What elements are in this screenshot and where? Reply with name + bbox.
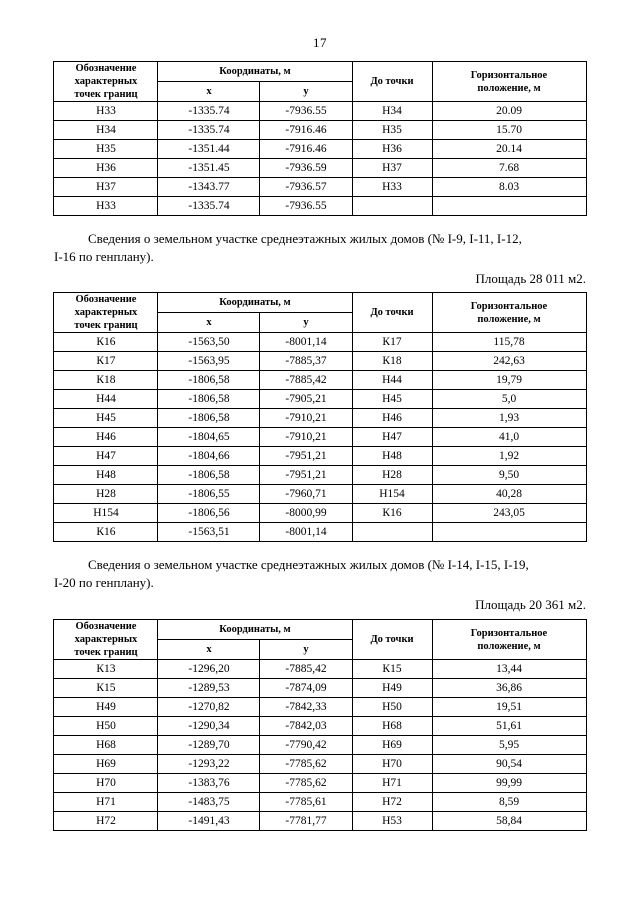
cell-coordinate-x: -1483,75 [158,793,260,812]
section-2-paragraph-line1: Сведения о земельном участке среднеэтажных жилых домов (№ I-9, I-11, I-12, [88,231,522,246]
cell-coordinate-x: -1804,66 [158,447,260,466]
table-row [54,793,586,812]
table-header-row-main [54,293,586,313]
coordinates-table-3 [53,619,586,831]
cell-coordinate-x: -1563,95 [158,352,260,371]
table-1-body [54,102,586,216]
cell-coordinate-y: -7910,21 [260,428,352,447]
table-row [54,679,586,698]
table-row [54,523,586,542]
table-header-row-main [54,620,586,640]
cell-distance: 19,79 [432,371,586,390]
cell-to-point: Н49 [352,679,432,698]
cell-distance: 1,93 [432,409,586,428]
cell-to-point: Н53 [352,812,432,831]
section-3-paragraph [54,542,586,592]
cell-coordinate-y: -7936.55 [260,197,352,216]
cell-distance: 20.14 [432,140,586,159]
cell-distance: 1,92 [432,447,586,466]
table-row [54,447,586,466]
header-horizontal-distance [432,620,586,660]
cell-point: Н154 [54,504,158,523]
cell-to-point: Н72 [352,793,432,812]
header-point-designation [54,293,158,333]
cell-coordinate-y: -7842,33 [260,698,352,717]
cell-coordinate-y: -7842,03 [260,717,352,736]
table-row [54,812,586,831]
section-2-paragraph-line2: I-16 по генплану). [54,249,154,264]
cell-coordinate-x: -1806,58 [158,466,260,485]
cell-point: Н68 [54,736,158,755]
cell-to-point: Н70 [352,755,432,774]
cell-distance: 41,0 [432,428,586,447]
cell-distance: 7.68 [432,159,586,178]
table-row [54,736,586,755]
page-number: 17 [313,35,327,50]
header-point-line1: Обозначение [75,63,137,74]
cell-to-point: Н47 [352,428,432,447]
cell-to-point: Н37 [352,159,432,178]
cell-coordinate-x: -1335.74 [158,102,260,121]
cell-distance: 51,61 [432,717,586,736]
cell-to-point: Н35 [352,121,432,140]
cell-coordinate-y: -7885,37 [260,352,352,371]
cell-point: Н44 [54,390,158,409]
header-coordinates-group: Координаты, м [158,62,352,82]
table-3-wrapper [0,619,640,831]
table-row [54,774,586,793]
cell-point: Н33 [54,197,158,216]
table-2-wrapper [0,292,640,542]
header-point-line3: точек границ [74,320,138,331]
header-horizontal-distance [432,293,586,333]
table-row [54,178,586,197]
cell-coordinate-x: -1335.74 [158,121,260,140]
table-3-header [54,620,586,660]
cell-distance: 5,0 [432,390,586,409]
coordinates-table-2 [53,292,586,542]
table-row [54,660,586,679]
cell-coordinate-y: -7781,77 [260,812,352,831]
cell-coordinate-y: -7790,42 [260,736,352,755]
table-row [54,121,586,140]
cell-to-point: Н45 [352,390,432,409]
cell-coordinate-x: -1804,65 [158,428,260,447]
cell-point: Н33 [54,102,158,121]
cell-distance: 13,44 [432,660,586,679]
header-point-line1: Обозначение [75,294,137,305]
cell-point: К16 [54,333,158,352]
cell-distance: 40,28 [432,485,586,504]
cell-distance: 8.03 [432,178,586,197]
cell-coordinate-y: -8001,14 [260,523,352,542]
cell-coordinate-y: -7785,62 [260,774,352,793]
header-distance-line2: положение, м [477,313,541,325]
cell-coordinate-y: -7905,21 [260,390,352,409]
cell-distance: 9,50 [432,466,586,485]
cell-to-point: Н48 [352,447,432,466]
cell-point: Н46 [54,428,158,447]
cell-coordinate-y: -7885,42 [260,371,352,390]
header-coordinates-group: Координаты, м [158,620,352,640]
header-point-line2: характерных [74,307,138,318]
cell-distance: 242,63 [432,352,586,371]
cell-point: К18 [54,371,158,390]
cell-coordinate-x: -1343.77 [158,178,260,197]
cell-point: Н48 [54,466,158,485]
cell-coordinate-x: -1806,55 [158,485,260,504]
cell-distance: 20.09 [432,102,586,121]
cell-coordinate-y: -7960,71 [260,485,352,504]
header-coordinate-x: x [158,640,260,660]
table-row [54,371,586,390]
cell-to-point: Н69 [352,736,432,755]
cell-point: Н70 [54,774,158,793]
cell-coordinate-x: -1806,58 [158,409,260,428]
cell-to-point [352,197,432,216]
cell-distance: 90,54 [432,755,586,774]
cell-distance: 115,78 [432,333,586,352]
cell-distance: 99,99 [432,774,586,793]
table-row [54,504,586,523]
table-row [54,197,586,216]
cell-to-point: Н28 [352,466,432,485]
cell-coordinate-y: -7916.46 [260,140,352,159]
cell-coordinate-y: -7916.46 [260,121,352,140]
table-row [54,140,586,159]
cell-point: К13 [54,660,158,679]
cell-coordinate-y: -7951,21 [260,447,352,466]
header-point-line2: характерных [74,634,138,645]
cell-distance: 5,95 [432,736,586,755]
header-point-line2: характерных [74,76,138,87]
coordinates-table-1 [53,61,586,216]
cell-coordinate-x: -1806,58 [158,390,260,409]
cell-to-point: Н33 [352,178,432,197]
cell-point: Н49 [54,698,158,717]
table-1-wrapper [0,61,640,216]
cell-coordinate-y: -7885,42 [260,660,352,679]
cell-distance [432,523,586,542]
cell-point: Н36 [54,159,158,178]
cell-coordinate-x: -1806,58 [158,371,260,390]
section-3-paragraph-line1: Сведения о земельном участке среднеэтажных жилых домов (№ I-14, I-15, I-19, [88,557,529,572]
cell-coordinate-x: -1351.44 [158,140,260,159]
cell-to-point: К17 [352,333,432,352]
cell-to-point: Н44 [352,371,432,390]
cell-to-point: Н71 [352,774,432,793]
cell-point: Н72 [54,812,158,831]
cell-distance: 243,05 [432,504,586,523]
cell-point: Н45 [54,409,158,428]
cell-point: Н37 [54,178,158,197]
table-row [54,485,586,504]
cell-to-point: Н154 [352,485,432,504]
cell-coordinate-x: -1491,43 [158,812,260,831]
cell-coordinate-x: -1289,70 [158,736,260,755]
header-to-point: До точки [352,293,432,333]
table-row [54,102,586,121]
cell-point: Н35 [54,140,158,159]
header-point-line3: точек границ [74,647,138,658]
cell-coordinate-x: -1351.45 [158,159,260,178]
cell-point: К15 [54,679,158,698]
header-coordinates-group: Координаты, м [158,293,352,313]
header-coordinate-x: x [158,82,260,102]
cell-coordinate-y: -7951,21 [260,466,352,485]
cell-point: К17 [54,352,158,371]
cell-to-point [352,523,432,542]
header-distance-line1: Горизонтальное [470,69,548,81]
header-distance-line1: Горизонтальное [470,627,548,639]
cell-coordinate-y: -7936.55 [260,102,352,121]
header-point-designation [54,620,158,660]
cell-coordinate-x: -1289,53 [158,679,260,698]
table-row [54,428,586,447]
cell-point: Н69 [54,755,158,774]
header-point-designation [54,62,158,102]
cell-distance: 58,84 [432,812,586,831]
table-1-header [54,62,586,102]
cell-point: Н28 [54,485,158,504]
table-row [54,698,586,717]
header-distance-line2: положение, м [477,82,541,94]
cell-to-point: Н46 [352,409,432,428]
table-row [54,390,586,409]
cell-coordinate-x: -1290,34 [158,717,260,736]
header-coordinate-y: y [260,82,352,102]
cell-point: К16 [54,523,158,542]
table-row [54,352,586,371]
table-row [54,159,586,178]
cell-to-point: К16 [352,504,432,523]
cell-distance: 36,86 [432,679,586,698]
table-2-body [54,333,586,542]
cell-to-point: К18 [352,352,432,371]
cell-coordinate-x: -1293,22 [158,755,260,774]
table-row [54,755,586,774]
cell-coordinate-x: -1383,76 [158,774,260,793]
section-3-area: Площадь 20 361 м2. [475,597,586,612]
header-horizontal-distance [432,62,586,102]
header-to-point: До точки [352,620,432,660]
header-distance-line2: положение, м [477,640,541,652]
section-3-paragraph-line2: I-20 по генплану). [54,575,154,590]
cell-to-point: Н50 [352,698,432,717]
cell-coordinate-x: -1296,20 [158,660,260,679]
table-row [54,333,586,352]
header-point-line3: точек границ [74,89,138,100]
header-coordinate-y: y [260,640,352,660]
cell-to-point: К15 [352,660,432,679]
header-coordinate-y: y [260,313,352,333]
cell-distance [432,197,586,216]
table-3-body [54,660,586,831]
cell-coordinate-y: -7785,61 [260,793,352,812]
section-2-area: Площадь 28 011 м2. [475,271,586,286]
cell-coordinate-y: -7874,09 [260,679,352,698]
cell-coordinate-x: -1563,51 [158,523,260,542]
cell-coordinate-y: -7785,62 [260,755,352,774]
cell-point: Н34 [54,121,158,140]
table-row [54,409,586,428]
cell-to-point: Н34 [352,102,432,121]
cell-coordinate-y: -7936.57 [260,178,352,197]
cell-coordinate-y: -8001,14 [260,333,352,352]
table-row [54,466,586,485]
cell-coordinate-y: -7936.59 [260,159,352,178]
header-point-line1: Обозначение [75,621,137,632]
cell-coordinate-x: -1563,50 [158,333,260,352]
header-to-point: До точки [352,62,432,102]
cell-coordinate-x: -1270,82 [158,698,260,717]
cell-point: Н71 [54,793,158,812]
cell-distance: 15.70 [432,121,586,140]
table-row [54,717,586,736]
table-header-row-main [54,62,586,82]
cell-distance: 19,51 [432,698,586,717]
cell-distance: 8,59 [432,793,586,812]
cell-coordinate-x: -1806,56 [158,504,260,523]
cell-coordinate-y: -8000,99 [260,504,352,523]
section-2-paragraph [54,216,586,266]
cell-coordinate-y: -7910,21 [260,409,352,428]
header-distance-line1: Горизонтальное [470,300,548,312]
table-2-header [54,293,586,333]
header-coordinate-x: x [158,313,260,333]
cell-point: Н47 [54,447,158,466]
cell-to-point: Н68 [352,717,432,736]
cell-coordinate-x: -1335.74 [158,197,260,216]
cell-to-point: Н36 [352,140,432,159]
cell-point: Н50 [54,717,158,736]
